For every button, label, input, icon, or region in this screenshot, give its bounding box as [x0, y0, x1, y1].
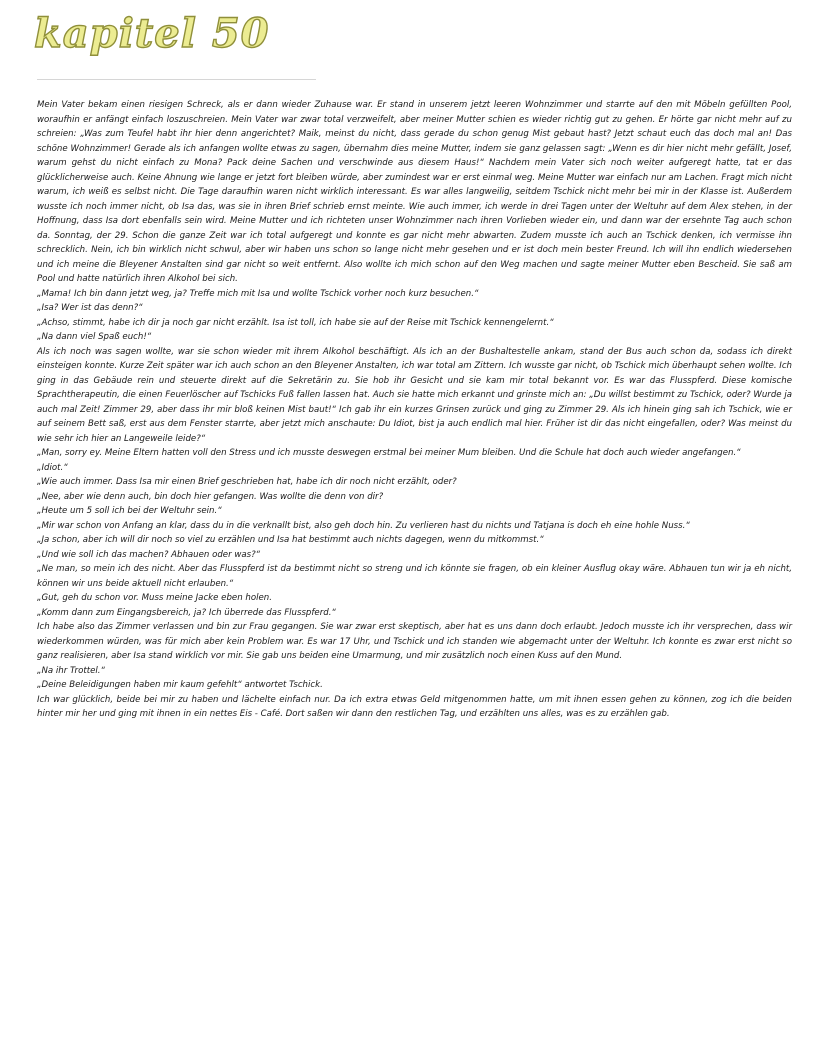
page-title: kapitel 50 — [34, 10, 270, 57]
paragraph: „Wie auch immer. Dass Isa mir einen Brief geschrieben hat, habe ich dir noch nicht erzählt, oder? — [37, 477, 457, 487]
paragraph: Ich habe also das Zimmer verlassen und bin zur Frau gegangen. Sie war zwar erst skeptisch, aber hat es uns dann doch erlaubt. Jedoch musste ich ihr versprechen, dass wir wiederkommen würden, was für mich aber kein Problem war. Es war 17 Uhr, und Tschick und ich standen wie abgemacht unter der Weltuhr. Ich konnte es zwar erst nicht so ganz realisieren, aber Isa stand wirklich vor mir. Sie gab uns beiden eine Umarmung, und mir zusätzlich noch einen Kuss auf den Mund. — [37, 622, 792, 661]
paragraph: „Isa? Wer ist das denn?“ — [37, 303, 143, 313]
paragraph: „Gut, geh du schon vor. Muss meine Jacke eben holen. — [37, 593, 272, 603]
paragraph: „Na ihr Trottel.“ — [37, 665, 105, 676]
paragraph: „Nee, aber wie denn auch, bin doch hier gefangen. Was wollte die denn von dir? — [37, 491, 384, 502]
paragraph: Mein Vater bekam einen riesigen Schreck, als er dann wieder Zuhause war. Er stand in unserem jetzt leeren Wohnzimmer und starrte auf den mit Möbeln gefüllten Pool, woraufhin er anfängt einfach loszuschreien. Mein Vater war zwar total verzweifelt, aber meiner Mutter schien es wieder richtig gut zu gehen. Er hörte gar nicht mehr auf zu schreien: „Was zum Teufel habt ihr hier denn angerichtet? Maik, meinst du nicht, dass gerade du schon genug Mist gebaut hast? Jetzt schaut euch das doch mal an! Das schöne Wohnzimmer! Gerade als ich anfangen wollte etwas zu sagen, übernahm dies meine Mutter, indem sie ganz gelassen sagt: „Wenn es dir hier nicht mehr gefällt, Josef, warum gehst du nicht einfach zu Mona? Pack deine Sachen und verschwinde aus diesem Haus!“ Nachdem mein Vater sich noch weiter aufgeregt hatte, tat er das glücklicherweise auch. Keine Ahnung wie lange er jetzt fort bleiben würde, aber zumindest war er erst einmal weg. Meine Mutter war einfach nur am Lachen. Fragt mich nicht warum, ich weiß es selbst nicht. Die Tage daraufhin waren nicht wirklich interessant. Es war alles langweilig, seitdem Tschick nicht mehr bei mir in der Klasse ist. Außerdem wusste ich noch immer nicht, ob Isa das, was sie in ihren Brief schrieb ernst meinte. Wie auch immer, ich werde in drei Tagen unter der Weltuhr auf dem Alex stehen, in der Hoffnung, dass Isa dort ebenfalls sein wird. Meine Mutter und ich richteten unser Wohnzimmer nach ihren Vorlieben wieder ein, und dann war der ersehnte Tag auch schon da. Sonntag, der 29. Schon die ganze Zeit war ich total aufgeregt und konnte es gar nicht mehr abwarten. Zudem musste ich auch an Tschick denken, ich vermisse ihn schrecklich. Nein, ich bin wirklich nicht schwul, aber wir haben uns schon so lange nicht mehr gesehen und er ist doch mein bester Freund. Ich will ihn endlich wiedersehen und ich meine die Bleyener Anstalten sind gar nicht so weit entfernt. Also wollte ich mich schon auf den Weg machen und sagte meiner Mutter eben Bescheid. Sie saß am Pool und hatte natürlich ihren Alkohol bei sich. — [37, 100, 792, 284]
paragraph: „Achso, stimmt, habe ich dir ja noch gar nicht erzählt. Isa ist toll, ich habe sie auf der Reise mit Tschick kennengelernt.“ — [37, 317, 554, 328]
paragraph: „Komm dann zum Eingangsbereich, ja? Ich überrede das Flusspferd.“ — [37, 607, 336, 618]
paragraph: „Heute um 5 soll ich bei der Weltuhr sein.“ — [37, 506, 222, 516]
paragraph: Als ich noch was sagen wollte, war sie schon wieder mit ihrem Alkohol beschäftigt. Als ich an der Bushaltestelle ankam, stand der Bus auch schon da, sodass ich direkt einsteigen konnte. Kurze Zeit später war ich auch schon an den Bleyener Anstalten, ich war total am Zittern. Ich wusste gar nicht, ob Tschick mich überhaupt sehen wollte. Ich ging in das Gebäude rein und steuerte direkt auf die Sekretärin zu. Sie hob ihr Gesicht und sie kam mir total bekannt vor. Es war das Flusspferd. Diese komische Sprachtherapeutin, die einen Feuerlöscher auf Tschicks Fuß fallen lassen hat. Auch sie hatte mich erkannt und grinste mich an: „Du willst bestimmt zu Tschick, oder? Wurde ja auch mal Zeit! Zimmer 29, aber dass ihr mir bloß keinen Mist baut!“ Ich gab ihr ein kurzes Grinsen zurück und ging zu Zimmer 29. Als ich hinein ging sah ich Tschick, wie er auf seinem Bett saß, erst aus dem Fenster starrte, aber jetzt mich anschaute: Du Idiot, bist ja auch endlich mal hier. Früher ist dir das nicht eingefallen, oder? Was meinst du wie sehr ich hier an Langeweile leide?“ — [37, 346, 792, 444]
paragraph: „Deine Beleidigungen haben mir kaum gefehlt“ antwortet Tschick. — [37, 680, 323, 690]
paragraph: „Ne man, so mein ich des nicht. Aber das Flusspferd ist da bestimmt nicht so streng und ich könnte sie fragen, ob ein kleiner Ausflug okay wäre. Abhauen tun wir ja eh nicht, können wir uns beide aktuell nicht erlauben.“ — [37, 564, 792, 589]
title-divider — [37, 79, 316, 80]
paragraph: „Na dann viel Spaß euch!“ — [37, 332, 152, 342]
paragraph: „Und wie soll ich das machen? Abhauen oder was?“ — [37, 549, 261, 560]
chapter-body — [37, 98, 792, 722]
paragraph: „Mir war schon von Anfang an klar, dass du in die verknallt bist, also geh doch hin. Zu verlieren hast du nichts und Tatjana is doch eh eine hohle Nuss.“ — [37, 520, 690, 531]
paragraph: „Man, sorry ey. Meine Eltern hatten voll den Stress und ich musste deswegen erstmal bei meiner Mum bleiben. Und die Schule hat doch auch wieder angefangen.“ — [37, 448, 741, 458]
paragraph: „Ja schon, aber ich will dir noch so viel zu erzählen und Isa hat bestimmt auch nichts dagegen, wenn du mitkommst.“ — [37, 535, 544, 545]
paragraph: „Mama! Ich bin dann jetzt weg, ja? Treffe mich mit Isa und wollte Tschick vorher noch kurz besuchen.“ — [37, 288, 479, 299]
paragraph: „Idiot.“ — [37, 462, 68, 473]
paragraph: Ich war glücklich, beide bei mir zu haben und lächelte einfach nur. Da ich extra etwas Geld mitgenommen hatte, um mit ihnen essen gehen zu können, zog ich die beiden hinter mir her und ging mit ihnen in ein nettes Eis - Café. Dort saßen wir dann den restlichen Tag, und erzählten uns alles, was es zu erzählen gab. — [37, 694, 792, 719]
